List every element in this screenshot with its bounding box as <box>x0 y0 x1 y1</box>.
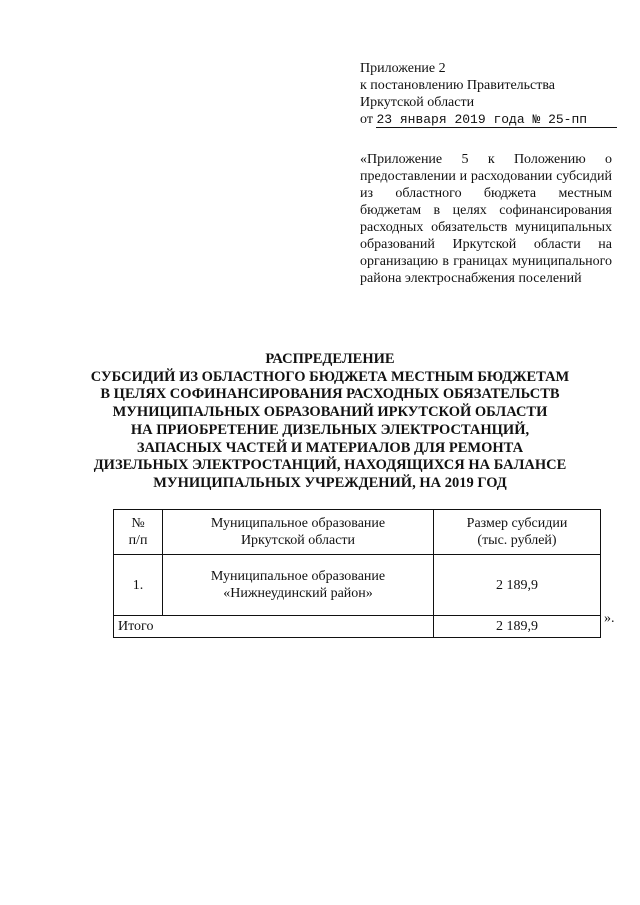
header-line-2: к постановлению Правительства <box>360 78 556 93</box>
appendix-header <box>360 60 612 128</box>
title-line-1: РАСПРЕДЕЛЕНИЕ <box>265 351 395 367</box>
header-entity-cell <box>163 510 434 555</box>
title-line-8: МУНИЦИПАЛЬНЫХ УЧРЕЖДЕНИЙ, НА 2019 ГОД <box>153 474 507 491</box>
row-entity-line-2: «Нижнеудинский район» <box>223 586 373 601</box>
subsidy-table <box>113 509 601 638</box>
header-date-value: 23 января 2019 года № 25-пп <box>376 112 617 128</box>
header-line-3: Иркутской области <box>360 95 475 110</box>
title-line-6: ЗАПАСНЫХ ЧАСТЕЙ И МАТЕРИАЛОВ ДЛЯ РЕМОНТА <box>136 439 524 456</box>
header-amount-line-1: Размер субсидии <box>466 516 568 531</box>
header-num-cell <box>114 510 163 555</box>
total-label-cell: Итого <box>114 616 434 638</box>
table-header-row <box>114 510 601 555</box>
header-entity-line-1: Муниципальное образование <box>210 516 386 531</box>
title-line-7: ДИЗЕЛЬНЫХ ЭЛЕКТРОСТАНЦИЙ, НАХОДЯЩИХСЯ НА БАЛАНСЕ <box>93 457 567 474</box>
title-line-5: НА ПРИОБРЕТЕНИЕ ДИЗЕЛЬНЫХ ЭЛЕКТРОСТАНЦИЙ, <box>130 421 530 438</box>
header-amount-line-2: (тыс. рублей) <box>477 533 557 548</box>
table-row <box>114 555 601 616</box>
header-num-line-2: п/п <box>128 533 148 548</box>
row-entity-line-1: Муниципальное образование <box>210 569 386 584</box>
table-total-row <box>114 616 601 638</box>
document-title <box>60 351 600 493</box>
header-date-prefix: от <box>360 112 377 127</box>
row-num-cell: 1. <box>114 555 163 616</box>
appendix-reference: «Приложение 5 к Положению о предоставлении и расходовании субсидий из областного бюджета местным бюджетам в целях софинансирования расходных обязательств муниципальных образований Иркутской области на организацию в границах муниципального района электроснабжения поселений <box>360 152 612 286</box>
title-line-4: МУНИЦИПАЛЬНЫХ ОБРАЗОВАНИЙ ИРКУТСКОЙ ОБЛАСТИ <box>112 404 548 421</box>
total-amount-cell: 2 189,9 <box>434 616 601 638</box>
header-entity-line-2: Иркутской области <box>240 533 356 548</box>
header-num-line-1: № <box>131 516 145 531</box>
header-line-1: Приложение 2 <box>360 61 446 76</box>
row-entity-cell <box>163 555 434 616</box>
title-line-2: СУБСИДИЙ ИЗ ОБЛАСТНОГО БЮДЖЕТА МЕСТНЫМ БЮДЖЕТАМ <box>90 368 570 385</box>
title-line-3: В ЦЕЛЯХ СОФИНАНСИРОВАНИЯ РАСХОДНЫХ ОБЯЗАТЕЛЬСТВ <box>100 386 560 403</box>
header-amount-cell <box>434 510 601 555</box>
header-date-line <box>360 111 612 128</box>
row-amount-cell: 2 189,9 <box>434 555 601 616</box>
closing-quote: ». <box>604 611 615 626</box>
